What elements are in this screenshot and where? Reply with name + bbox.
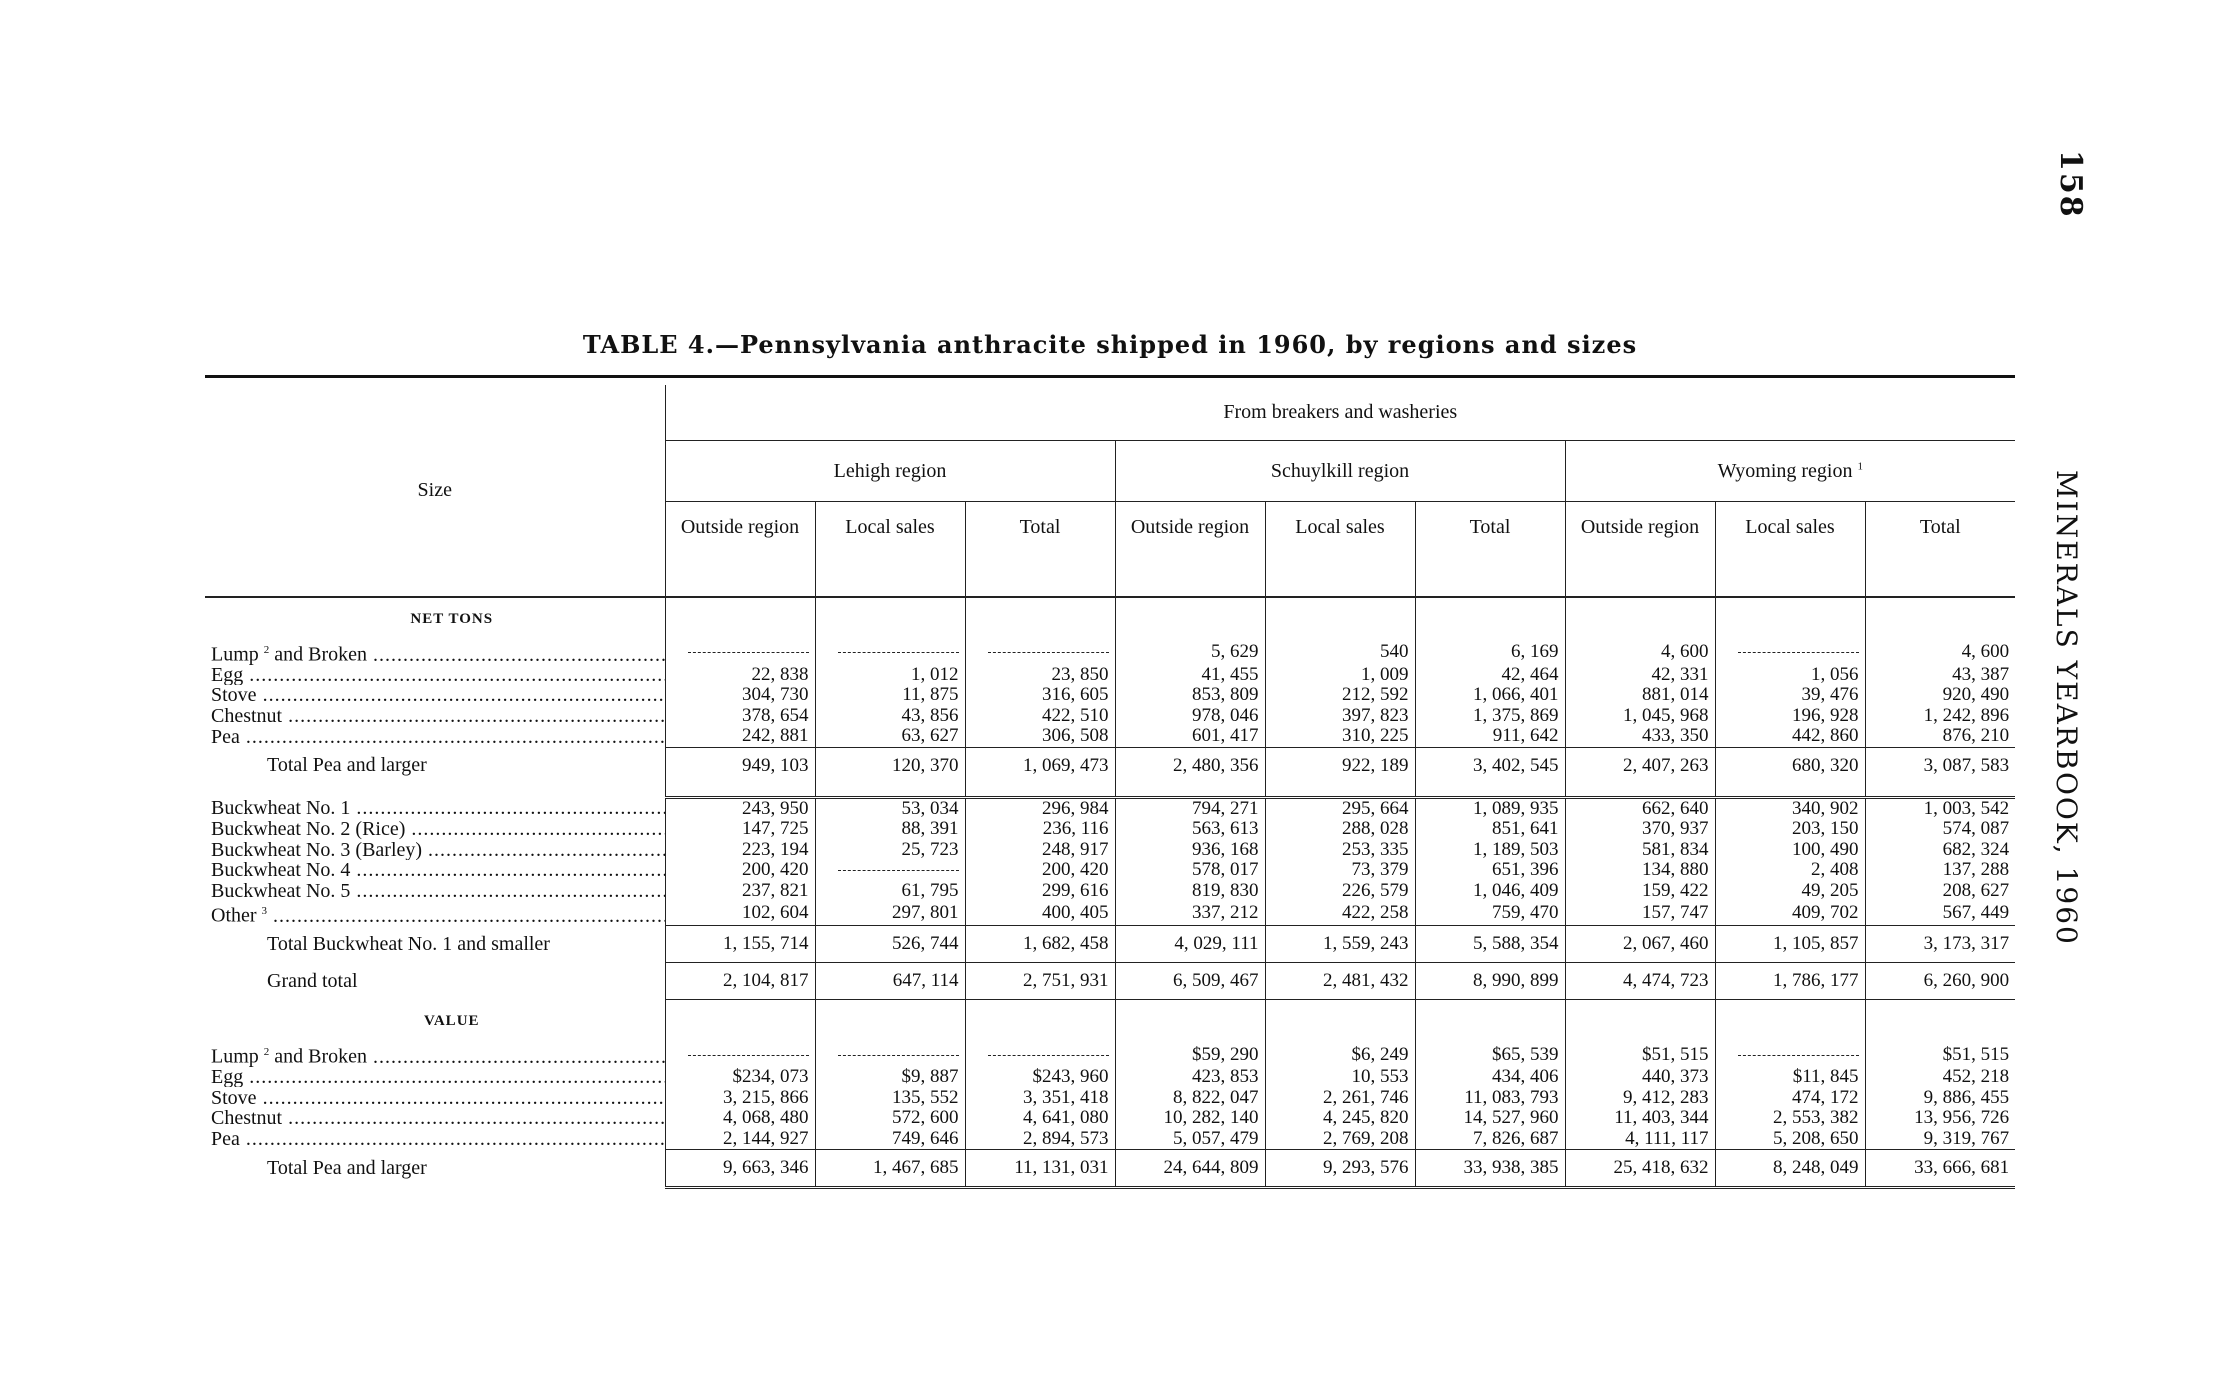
column-header-total: Total [1865,502,2015,598]
cell-value: 442, 860 [1715,726,1865,747]
cell-value: 203, 150 [1715,819,1865,840]
dash-placeholder [688,1055,809,1056]
cell-value: 43, 387 [1865,665,2015,686]
cell-value: 24, 644, 809 [1115,1149,1265,1187]
cell-value: 5, 208, 650 [1715,1128,1865,1149]
row-label: Buckwheat No. 4 ..... [205,860,665,881]
cell-value: 440, 373 [1565,1067,1715,1088]
cell-value: 1, 089, 935 [1415,797,1565,819]
cell-value: $65, 539 [1415,1042,1565,1067]
size-header: Size [205,385,665,597]
cell-value: 2, 104, 817 [665,963,815,1000]
row-label: Chestnut ..... [205,706,665,727]
cell-value: 6, 509, 467 [1115,963,1265,1000]
cell-value: 1, 786, 177 [1715,963,1865,1000]
total-row [205,963,2015,1000]
cell-value: $11, 845 [1715,1067,1865,1088]
row-label: Lump $^2$ and Broken ..... [205,640,665,665]
cell-value: 1, 375, 869 [1415,706,1565,727]
cell-value: 3, 351, 418 [965,1087,1115,1108]
table-row [205,726,2015,747]
cell-value: 2, 481, 432 [1265,963,1415,1000]
cell-value: 200, 420 [965,860,1115,881]
cell-value: 409, 702 [1715,901,1865,926]
row-label: Buckwheat No. 1 ..... [205,797,665,819]
table-row [205,1108,2015,1129]
cell-value: 1, 467, 685 [815,1149,965,1187]
column-header-outside: Outside region [665,502,815,598]
cell-value: 1, 189, 503 [1415,840,1565,861]
table-row [205,881,2015,902]
cell-value: 422, 510 [965,706,1115,727]
wyoming-footnote-mark: 1 [1857,459,1863,472]
cell-value: 8, 248, 049 [1715,1149,1865,1187]
cell-value: 578, 017 [1115,860,1265,881]
cell-value [965,640,1115,665]
cell-value: 299, 616 [965,881,1115,902]
row-label: Total Pea and larger [267,753,427,776]
cell-value: 4, 600 [1865,640,2015,665]
cell-value: 574, 087 [1865,819,2015,840]
cell-value: 212, 592 [1265,685,1415,706]
cell-value: 423, 853 [1115,1067,1265,1088]
cell-value: 434, 406 [1415,1067,1565,1088]
table-row [205,860,2015,881]
cell-value: 137, 288 [1865,860,2015,881]
cell-value: 196, 928 [1715,706,1865,727]
cell-value: 601, 417 [1115,726,1265,747]
cell-value: 304, 730 [665,685,815,706]
cell-value: 88, 391 [815,819,965,840]
cell-value: 474, 172 [1715,1087,1865,1108]
cell-value: 682, 324 [1865,840,2015,861]
cell-value: 157, 747 [1565,901,1715,926]
cell-value: 23, 850 [965,665,1115,686]
table-title: TABLE 4.—Pennsylvania anthracite shipped in 1960, by regions and sizes [582,330,1638,359]
cell-value: 6, 169 [1415,640,1565,665]
cell-value: 949, 103 [665,747,815,784]
cell-value: 2, 408 [1715,860,1865,881]
cell-value: 433, 350 [1565,726,1715,747]
schuylkill-region-header: Schuylkill region [1115,441,1565,502]
column-header-local: Local sales [1265,502,1415,598]
table-row [205,640,2015,665]
total-row [205,747,2015,784]
cell-value: 11, 131, 031 [965,1149,1115,1187]
cell-value: 452, 218 [1865,1067,2015,1088]
table-row [205,797,2015,819]
cell-value: 3, 087, 583 [1865,747,2015,784]
lehigh-region-header: Lehigh region [665,441,1115,502]
column-header-total: Total [965,502,1115,598]
cell-value: 1, 046, 409 [1415,881,1565,902]
cell-value [1715,1042,1865,1067]
dash-placeholder [838,1055,959,1056]
cell-value: 49, 205 [1715,881,1865,902]
cell-value: 1, 009 [1265,665,1415,686]
cell-value: 370, 937 [1565,819,1715,840]
cell-value: 316, 605 [965,685,1115,706]
cell-value: 310, 225 [1265,726,1415,747]
cell-value: $9, 887 [815,1067,965,1088]
cell-value: 662, 640 [1565,797,1715,819]
cell-value: 10, 553 [1265,1067,1415,1088]
row-label: Pea ..... [205,726,665,747]
cell-value: 42, 464 [1415,665,1565,686]
cell-value: 3, 173, 317 [1865,926,2015,963]
cell-value: 2, 261, 746 [1265,1087,1415,1108]
cell-value: 819, 830 [1115,881,1265,902]
page-number: 158 [2053,150,2088,219]
cell-value: 749, 646 [815,1128,965,1149]
cell-value: $51, 515 [1565,1042,1715,1067]
cell-value: 4, 068, 480 [665,1108,815,1129]
cell-value: 237, 821 [665,881,815,902]
table-row [205,706,2015,727]
row-label: Egg ..... [205,665,665,686]
cell-value: 236, 116 [965,819,1115,840]
cell-value: 2, 407, 263 [1565,747,1715,784]
cell-value: 422, 258 [1265,901,1415,926]
cell-value: 853, 809 [1115,685,1265,706]
cell-value: 61, 795 [815,881,965,902]
cell-value: 9, 886, 455 [1865,1087,2015,1108]
cell-value: 120, 370 [815,747,965,784]
cell-value: 4, 029, 111 [1115,926,1265,963]
cell-value: 563, 613 [1115,819,1265,840]
cell-value: 25, 723 [815,840,965,861]
cell-value: 43, 856 [815,706,965,727]
cell-value: 10, 282, 140 [1115,1108,1265,1129]
cell-value: 7, 826, 687 [1415,1128,1565,1149]
cell-value: 4, 641, 080 [965,1108,1115,1129]
cell-value: 208, 627 [1865,881,2015,902]
footnote-mark: 2 [263,1046,270,1059]
cell-value: 2, 769, 208 [1265,1128,1415,1149]
cell-value: 11, 403, 344 [1565,1108,1715,1129]
wyoming-region-header [1565,441,2015,502]
cell-value: 147, 725 [665,819,815,840]
cell-value: 876, 210 [1865,726,2015,747]
table-row [205,1067,2015,1088]
cell-value: 1, 069, 473 [965,747,1115,784]
cell-value: 397, 823 [1265,706,1415,727]
anthracite-table-container [205,385,2015,1189]
cell-value: 922, 189 [1265,747,1415,784]
cell-value [815,1042,965,1067]
cell-value: 1, 105, 857 [1715,926,1865,963]
row-label: Buckwheat No. 2 (Rice) ..... [205,819,665,840]
cell-value: 4, 474, 723 [1565,963,1715,1000]
cell-value: 200, 420 [665,860,815,881]
cell-value: 11, 875 [815,685,965,706]
dash-placeholder [988,652,1109,653]
table-row [205,665,2015,686]
cell-value: 1, 003, 542 [1865,797,2015,819]
cell-value: 936, 168 [1115,840,1265,861]
cell-value: 759, 470 [1415,901,1565,926]
cell-value: 9, 412, 283 [1565,1087,1715,1108]
cell-value: 223, 194 [665,840,815,861]
cell-value: 4, 245, 820 [1265,1108,1415,1129]
row-label: Other $^3$ ..... [205,901,665,926]
row-label: Grand total [267,969,358,992]
column-header-local: Local sales [1715,502,1865,598]
cell-value: 306, 508 [965,726,1115,747]
cell-value: 2, 067, 460 [1565,926,1715,963]
cell-value: $243, 960 [965,1067,1115,1088]
table-row [205,1128,2015,1149]
table-row [205,819,2015,840]
cell-value: 1, 559, 243 [1265,926,1415,963]
cell-value: 13, 956, 726 [1865,1108,2015,1129]
cell-value: 340, 902 [1715,797,1865,819]
column-header-outside: Outside region [1115,502,1265,598]
cell-value: 4, 111, 117 [1565,1128,1715,1149]
cell-value: 25, 418, 632 [1565,1149,1715,1187]
cell-value: 33, 666, 681 [1865,1149,2015,1187]
cell-value: 1, 056 [1715,665,1865,686]
cell-value [665,640,815,665]
cell-value: $6, 249 [1265,1042,1415,1067]
row-label: Buckwheat No. 3 (Barley) ..... [205,840,665,861]
cell-value: 2, 480, 356 [1115,747,1265,784]
cell-value: 41, 455 [1115,665,1265,686]
cell-value: 540 [1265,640,1415,665]
cell-value: 567, 449 [1865,901,2015,926]
cell-value: 295, 664 [1265,797,1415,819]
total-row [205,926,2015,963]
section-net-tons [205,597,2015,640]
cell-value: 288, 028 [1265,819,1415,840]
cell-value [1715,640,1865,665]
table-row [205,685,2015,706]
cell-value: 920, 490 [1865,685,2015,706]
cell-value: 297, 801 [815,901,965,926]
dash-placeholder [688,652,809,653]
cell-value: 9, 319, 767 [1865,1128,2015,1149]
cell-value: 400, 405 [965,901,1115,926]
group-header: From breakers and washeries [665,385,2015,441]
cell-value: 296, 984 [965,797,1115,819]
cell-value: 9, 663, 346 [665,1149,815,1187]
top-rule [205,375,2015,378]
cell-value: 243, 950 [665,797,815,819]
dash-placeholder [1738,652,1859,653]
cell-value: 8, 990, 899 [1415,963,1565,1000]
cell-value: 1, 045, 968 [1565,706,1715,727]
cell-value: 1, 066, 401 [1415,685,1565,706]
dash-placeholder [838,652,959,653]
cell-value: 134, 880 [1565,860,1715,881]
anthracite-table [205,385,2015,1189]
table-row [205,840,2015,861]
cell-value: 3, 402, 545 [1415,747,1565,784]
cell-value: $51, 515 [1865,1042,2015,1067]
footnote-mark: 2 [263,644,270,656]
row-label: Total Buckwheat No. 1 and smaller [267,932,550,955]
cell-value: 1, 242, 896 [1865,706,2015,727]
cell-value [965,1042,1115,1067]
cell-value: 881, 014 [1565,685,1715,706]
cell-value: 572, 600 [815,1108,965,1129]
cell-value: 8, 822, 047 [1115,1087,1265,1108]
table-row [205,1087,2015,1108]
cell-value: 22, 838 [665,665,815,686]
cell-value: 42, 331 [1565,665,1715,686]
row-label: Buckwheat No. 5 ..... [205,881,665,902]
cell-value: 526, 744 [815,926,965,963]
cell-value: 651, 396 [1415,860,1565,881]
wyoming-region-label: Wyoming region [1717,459,1853,482]
row-label: Stove ..... [205,1087,665,1108]
cell-value: 135, 552 [815,1087,965,1108]
section-label: VALUE [423,1012,480,1029]
cell-value: $234, 073 [665,1067,815,1088]
dash-placeholder [988,1055,1109,1056]
spacer-row [205,784,2015,798]
cell-value: 159, 422 [1565,881,1715,902]
table-row [205,901,2015,926]
dash-placeholder [838,870,959,871]
cell-value: 2, 553, 382 [1715,1108,1865,1129]
cell-value: 581, 834 [1565,840,1715,861]
cell-value: 5, 588, 354 [1415,926,1565,963]
section-value [205,1000,2015,1043]
cell-value: 102, 604 [665,901,815,926]
total-row [205,1149,2015,1187]
cell-value: 33, 938, 385 [1415,1149,1565,1187]
cell-value: 647, 114 [815,963,965,1000]
cell-value: 248, 917 [965,840,1115,861]
row-label: Total Pea and larger [267,1156,427,1179]
cell-value: 1, 012 [815,665,965,686]
cell-value: 9, 293, 576 [1265,1149,1415,1187]
cell-value: 253, 335 [1265,840,1415,861]
cell-value: 5, 057, 479 [1115,1128,1265,1149]
cell-value: 4, 600 [1565,640,1715,665]
cell-value [665,1042,815,1067]
cell-value: 63, 627 [815,726,965,747]
row-label: Pea ..... [205,1128,665,1149]
cell-value: 11, 083, 793 [1415,1087,1565,1108]
footnote-mark: 3 [261,905,268,918]
column-header-total: Total [1415,502,1565,598]
running-head: MINERALS YEARBOOK, 1960 [2050,470,2083,946]
row-label: Stove ..... [205,685,665,706]
cell-value: 3, 215, 866 [665,1087,815,1108]
cell-value: 100, 490 [1715,840,1865,861]
cell-value: 242, 881 [665,726,815,747]
cell-value: 5, 629 [1115,640,1265,665]
cell-value: 6, 260, 900 [1865,963,2015,1000]
cell-value: 851, 641 [1415,819,1565,840]
cell-value: 39, 476 [1715,685,1865,706]
cell-value: 680, 320 [1715,747,1865,784]
cell-value: 1, 155, 714 [665,926,815,963]
row-label: Lump $^2$ and Broken ..... [205,1042,665,1067]
cell-value: 2, 144, 927 [665,1128,815,1149]
cell-value: 337, 212 [1115,901,1265,926]
cell-value: 53, 034 [815,797,965,819]
cell-value: 1, 682, 458 [965,926,1115,963]
cell-value: 226, 579 [1265,881,1415,902]
table-row [205,1042,2015,1067]
cell-value: 378, 654 [665,706,815,727]
cell-value [815,640,965,665]
column-header-local: Local sales [815,502,965,598]
dash-placeholder [1738,1055,1859,1056]
column-header-outside: Outside region [1565,502,1715,598]
cell-value: 14, 527, 960 [1415,1108,1565,1129]
row-label: Egg ..... [205,1067,665,1088]
cell-value: 911, 642 [1415,726,1565,747]
row-label: Chestnut ..... [205,1108,665,1129]
cell-value: 978, 046 [1115,706,1265,727]
cell-value: 2, 894, 573 [965,1128,1115,1149]
cell-value: 73, 379 [1265,860,1415,881]
section-label: NET TONS [410,610,494,627]
cell-value: 794, 271 [1115,797,1265,819]
cell-value: 2, 751, 931 [965,963,1115,1000]
cell-value: $59, 290 [1115,1042,1265,1067]
cell-value [815,860,965,881]
